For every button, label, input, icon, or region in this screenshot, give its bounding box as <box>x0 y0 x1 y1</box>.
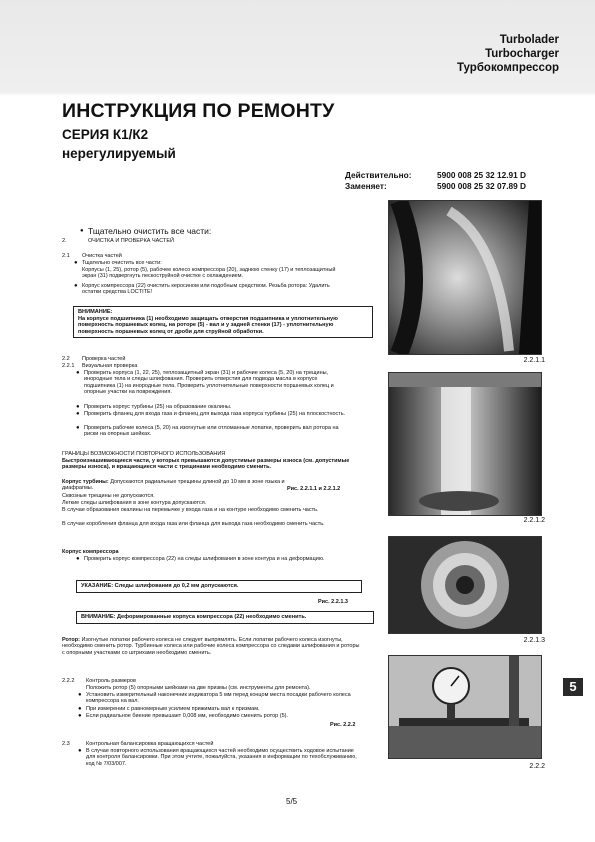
figure-ref-2-2-2: Рис. 2.2.2 <box>330 722 356 728</box>
page-number: 5/5 <box>286 797 298 806</box>
warning-box-1 <box>73 306 373 338</box>
dimension-bullet-1: ● Установить измерительный наконечник индикатора 5 мм перед концом места посадки рабочего колеса компрессора на вал. <box>86 692 361 705</box>
photo-dial-indicator <box>388 655 542 759</box>
visual-check-bullet-3: ● Проверить фланец для входа газа и фланец для выхода газа корпуса турбины (25) на плоскостность. <box>84 411 349 417</box>
dimension-check-text: Положить ротор (5) опорными шейками на две призмы (см. инструменты для ремонта). <box>86 685 311 691</box>
rotor-label: Ротор: <box>62 637 80 643</box>
cleaning-bullet-1-head: ● Тщательно очистить все части: <box>82 260 162 266</box>
header-turbocompressor: Турбокомпрессор <box>456 62 559 74</box>
rotor-desc: Изогнутые лопатки рабочего колеса не следует выпрямлять. Если лопатки рабочего колеса изогнуты, необходимо сменить ротор. Турбинные колеса или рабочие колеса компрессора со следами шлифования и роторы с опорными участками со штрихами необходимо сменить. <box>62 637 360 656</box>
visual-check-bullet-1: ● Проверить корпуса (1, 22, 25), теплозащитный экран (31) и рабочие колеса (5, 20) на трещины, инородные тела и следы шлифования. Проверить отверстия для подвода масла в корпусе подшипника (1) на инородные тела. Проверить уплотнительные поверхности поршневых колец и опорные участки на повреждения. <box>84 370 349 396</box>
cleaning-bullet-1-text: Корпусы (1, 25), ротор (5), рабочее колесо компрессора (20), заднюю стенку (17) и теплозащитный экран (31) подвергнуть пескоструйной очистке с охлаждением. <box>82 267 336 280</box>
replaces-label: Заменяет: <box>345 181 387 191</box>
limits-heading: ГРАНИЦЫ ВОЗМОЖНОСТИ ПОВТОРНОГО ИСПОЛЬЗОВАНИЯ <box>62 451 226 457</box>
turbine-housing-desc: Допускаются радиальные трещины длиной до 10 мм в зоне языка и диафрагмы. <box>62 479 285 492</box>
photo-turbine-housing <box>388 200 542 355</box>
section-number-2-2: 2.2 <box>62 356 70 362</box>
valid-value: 5900 008 25 32 12.91 D <box>437 170 527 180</box>
limits-bold-text: Быстроизнашивающиеся части, у которых превышаются допустимые размеры износа (см. допустимые размеры износа), и вращающиеся части с трещинами необходимо сменить. <box>62 458 350 471</box>
validity-row <box>345 170 526 180</box>
dimension-bullet-2: ● При измерении с равномерным усилием прижимать вал к призмам. <box>86 706 351 712</box>
intro-bullet: ● Тщательно очистить все части: <box>88 226 211 236</box>
section-heading-2: ОЧИСТКА И ПРОВЕРКА ЧАСТЕЙ <box>88 238 174 244</box>
limits-line-4: В случае коробления фланца для входа газа или фланца для выхода газа необходимо сменить часть. <box>62 521 325 527</box>
warning-1-label: ВНИМАНИЕ: <box>78 309 113 315</box>
photo-compressor-housing <box>388 536 542 634</box>
header-turbolader: Turbolader <box>499 34 559 46</box>
section-number-2: 2. <box>62 238 67 244</box>
replaces-row <box>345 181 526 191</box>
section-number-2-2-2: 2.2.2 <box>62 678 75 684</box>
compressor-note-box: УКАЗАНИЕ: Следы шлифования до 0,2 мм допускаются. <box>76 580 362 593</box>
section-title-2-2-2: Контроль размеров <box>86 678 136 684</box>
section-title-2-1: Очистка частей <box>82 253 122 259</box>
compressor-heading: Корпус компрессора <box>62 549 119 555</box>
limits-line-3: В случае образования окалины на перемычке у входа газа и на контуре необходимо сменить часть. <box>62 507 319 513</box>
figure-caption-2-2-1-1: 2.2.1.1 <box>523 357 545 364</box>
warning-1-text: На корпусе подшипника (1) необходимо защищать отверстия подшипника и уплотнительную поверхность поршневых колец, на роторе (5) - вал и у задней стенки (17) - уплотнительную поверхность поршневых колец от дроби для струйной обработки. <box>78 315 338 335</box>
replaces-value: 5900 008 25 32 07.89 D <box>437 181 527 191</box>
valid-label: Действительно: <box>345 170 412 180</box>
turbine-housing-text <box>62 479 302 492</box>
series-title: СЕРИЯ К1/К2 <box>62 127 149 142</box>
section-number-2-2-1: 2.2.1 <box>62 363 75 369</box>
figure-caption-2-2-1-2: 2.2.1.2 <box>523 517 545 524</box>
dimension-bullet-3: ● Если радиальное биение превышает 0,008 мм, необходимо сменить ротор (5). <box>86 713 351 719</box>
figure-ref-2-2-1-1: Рис. 2.2.1.1 и 2.2.1.2 <box>287 486 341 492</box>
visual-check-bullet-4: ● Проверить рабочие колеса (5, 20) на изогнутые или отломанные лопатки, проверить вал ротора на риски на опорных шейках. <box>84 425 349 438</box>
section-title-2-2: Проверка частей <box>82 356 126 362</box>
section-tab: 5 <box>563 678 583 696</box>
cleaning-bullet-2: ● Корпус компрессора (22) очистить керосином или подобным средством. Резьба ротора: Удалить остатки средства LOCTITE! <box>82 283 347 296</box>
photo-flange <box>388 372 542 516</box>
header-turbocharger: Turbocharger <box>485 48 559 60</box>
limits-line-2: Легкие следы шлифования в зоне контура допускаются. <box>62 500 207 506</box>
section-title-2-3: Контрольная балансировка вращающихся частей <box>86 741 214 747</box>
rotor-text <box>62 637 362 656</box>
section-number-2-1: 2.1 <box>62 253 70 259</box>
section-number-2-3: 2.3 <box>62 741 70 747</box>
balancing-bullet: ● В случае повторного использования вращающихся частей необходимо осуществить ходовое испытание для контроля балансировки. При этом учтите, пожалуйста, указания в информации по техобслуживанию, код № 7/03/007. <box>86 748 361 767</box>
figure-caption-2-2-2: 2.2.2 <box>529 763 545 770</box>
figure-ref-2-2-1-3: Рис. 2.2.1.3 <box>318 599 348 605</box>
figure-caption-2-2-1-3: 2.2.1.3 <box>523 637 545 644</box>
turbine-housing-label: Корпус турбины: <box>62 479 109 485</box>
page-title: ИНСТРУКЦИЯ ПО РЕМОНТУ <box>62 100 335 122</box>
compressor-bullet: ● Проверить корпус компрессора (22) на следы шлифования в зоне контура и на деформацию. <box>84 556 349 562</box>
limits-line-1: Сквозные трещины не допускаются. <box>62 493 155 499</box>
compressor-warning-box: ВНИМАНИЕ: Деформированные корпуса компрессора (22) необходимо сменить. <box>76 611 374 624</box>
section-title-2-2-1: Визуальная проверка <box>82 363 138 369</box>
subtitle: нерегулируемый <box>62 146 176 161</box>
visual-check-bullet-2: ● Проверить корпус турбины (25) на образование окалины. <box>84 404 349 410</box>
